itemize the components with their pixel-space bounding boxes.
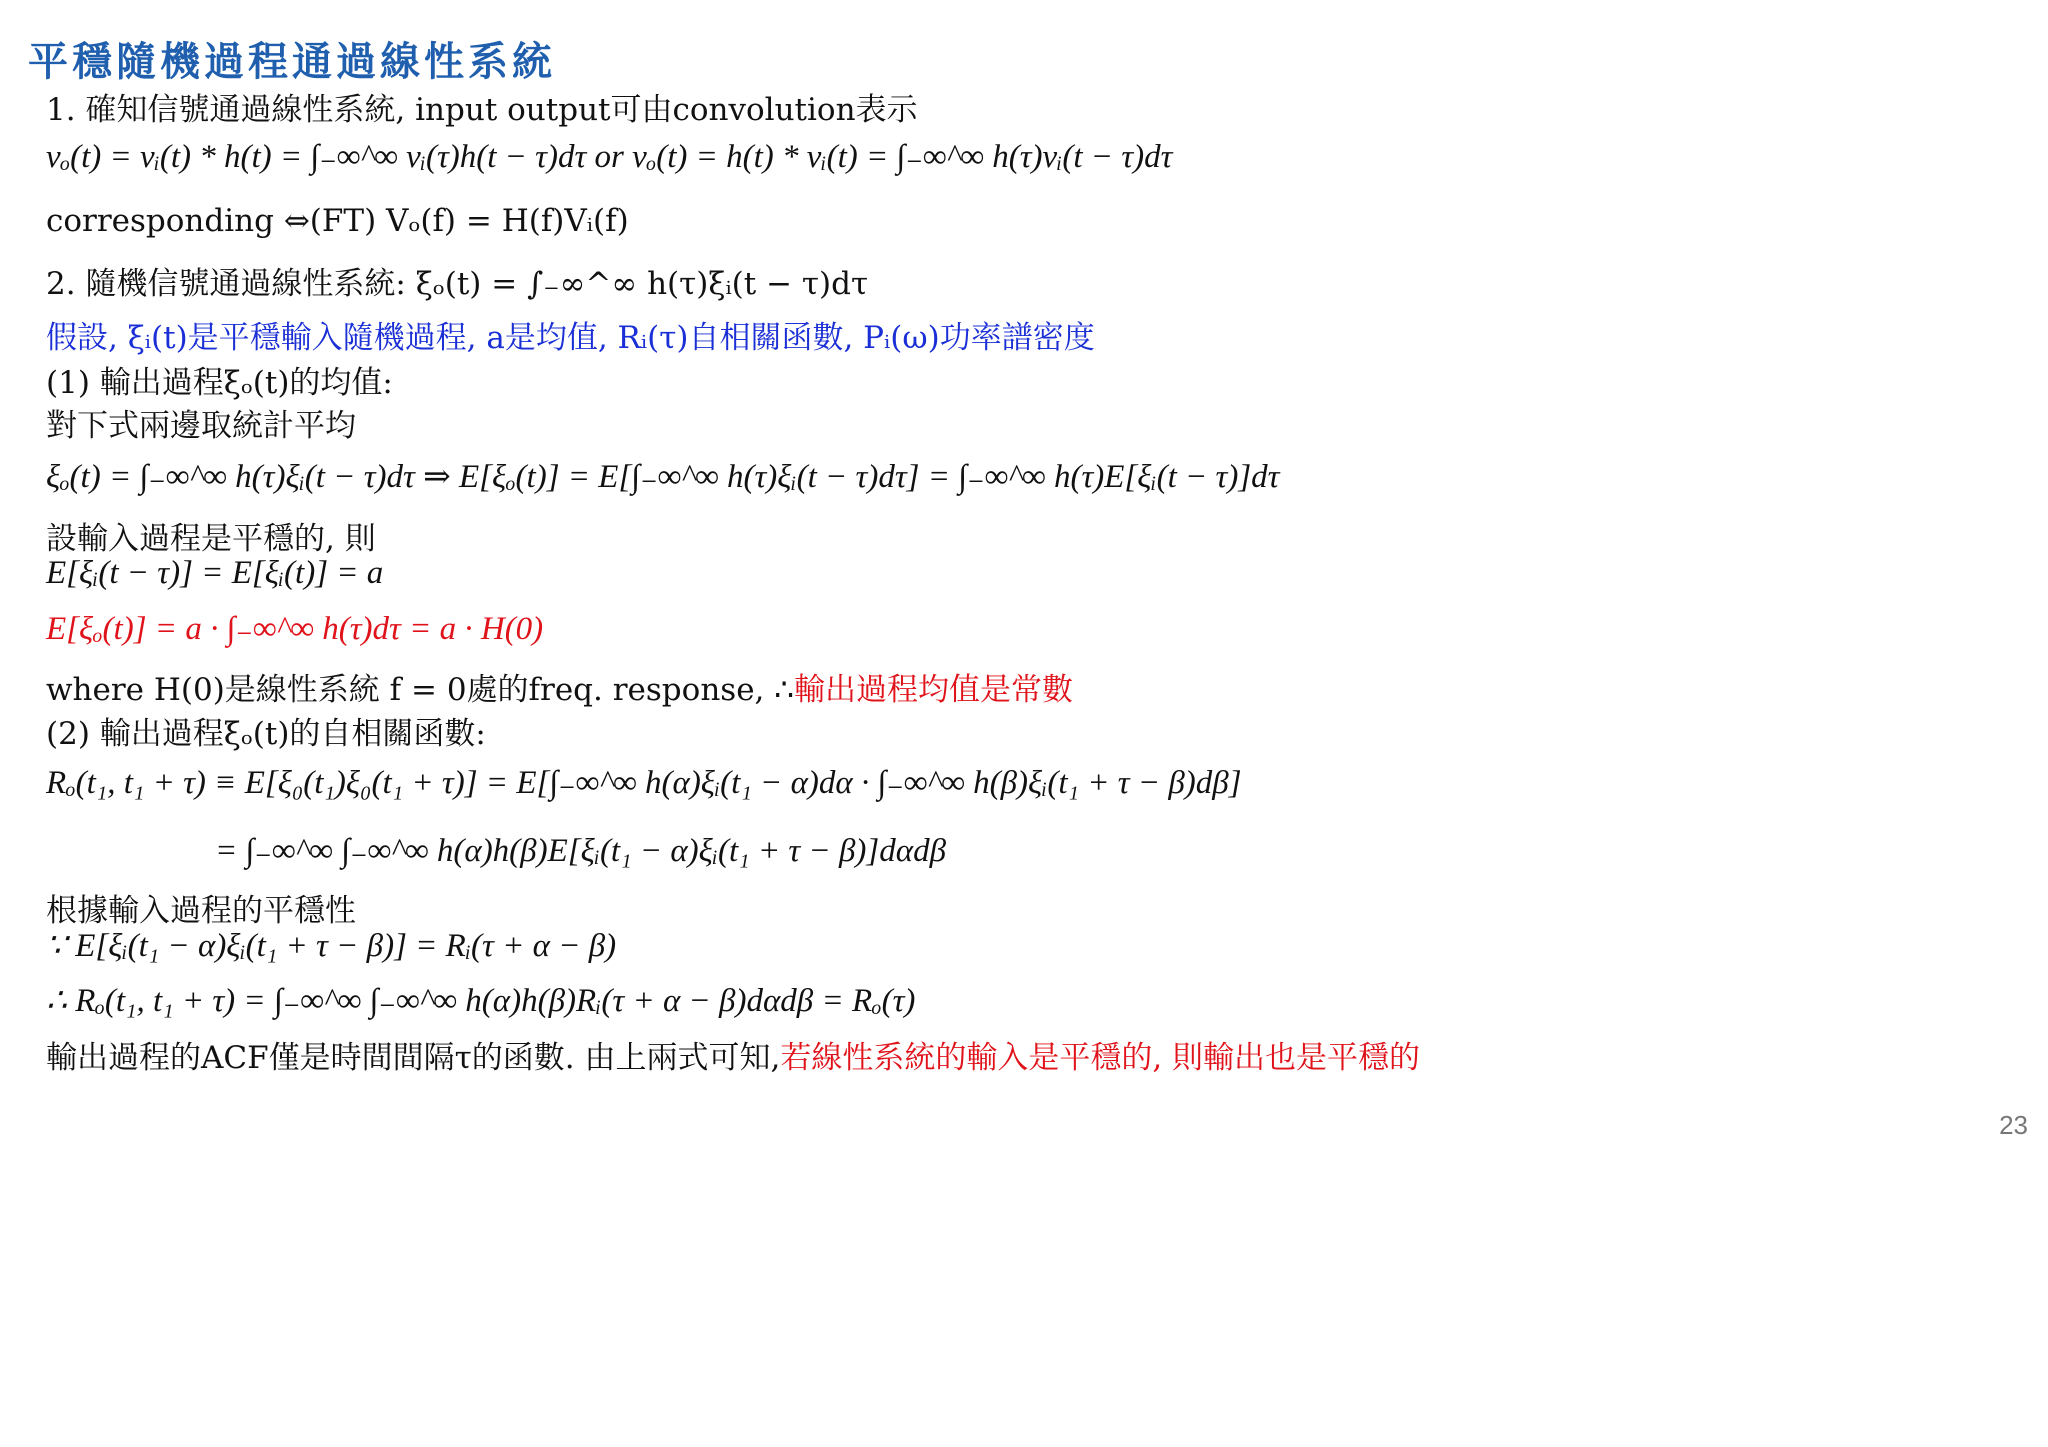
text-stationary-input: 設輸入過程是平穩的, 則 bbox=[46, 521, 376, 557]
equation-autocorrelation: Rₒ(t₁, t₁ + τ) ≡ E[ξ₀(t₁)ξ₀(t₁ + τ)] = E[∫₋∞^∞ h(α)ξᵢ(t₁ − α)dα · ∫₋∞^∞ h(β)ξᵢ(t₁ + τ − β)dβ] bbox=[46, 765, 1242, 801]
text-freq-response bbox=[46, 664, 1073, 709]
equation-input-mean: E[ξᵢ(t − τ)] = E[ξᵢ(t)] = a bbox=[46, 555, 384, 591]
equation-output-mean: E[ξₒ(t)] = a · ∫₋∞^∞ h(τ)dτ = a · H(0) bbox=[46, 611, 544, 647]
text-line-1: 1. 確知信號通過線性系統, input output可由convolution表示 bbox=[46, 92, 918, 128]
text-conclusion-black: 輸出過程的ACF僅是時間間隔τ的函數. 由上兩式可知, bbox=[46, 1040, 781, 1076]
equation-autocorrelation-cont: = ∫₋∞^∞ ∫₋∞^∞ h(α)h(β)E[ξᵢ(t₁ − α)ξᵢ(t₁ + τ − β)]dαdβ bbox=[215, 833, 947, 869]
equation-therefore: ∴ Rₒ(t₁, t₁ + τ) = ∫₋∞^∞ ∫₋∞^∞ h(α)h(β)Rᵢ(τ + α − β)dαdβ = Rₒ(τ) bbox=[46, 983, 916, 1019]
text-stationarity: 根據輸入過程的平穩性 bbox=[46, 893, 356, 929]
equation-mean-derivation: ξₒ(t) = ∫₋∞^∞ h(τ)ξᵢ(t − τ)dτ ⇒ E[ξₒ(t)] = E[∫₋∞^∞ h(τ)ξᵢ(t − τ)dτ] = ∫₋∞^∞ h(τ)E[ξᵢ(t − τ)]dτ bbox=[46, 459, 1280, 495]
text-line-2: 2. 隨機信號通過線性系統: ξₒ(t) = ∫₋∞^∞ h(τ)ξᵢ(t − τ)dτ bbox=[46, 266, 869, 302]
text-freq-response-black: where H(0)是線性系統 f = 0處的freq. response, ∴ bbox=[46, 672, 794, 708]
text-conclusion bbox=[46, 1032, 1420, 1077]
equation-convolution: vₒ(t) = vᵢ(t) * h(t) = ∫₋∞^∞ vᵢ(τ)h(t − τ)dτ or vₒ(t) = h(t) * vᵢ(t) = ∫₋∞^∞ h(τ)vᵢ(t − τ)dτ bbox=[46, 139, 1173, 175]
equation-fourier: corresponding ⇔(FT) Vₒ(f) = H(f)Vᵢ(f) bbox=[46, 203, 629, 239]
page-number: 23 bbox=[1999, 1110, 2028, 1140]
text-freq-response-red: 輸出過程均值是常數 bbox=[793, 672, 1073, 708]
subsection-autocorrelation: (2) 輸出過程ξₒ(t)的自相關函數: bbox=[46, 716, 486, 752]
assumption-line: 假設, ξᵢ(t)是平穩輸入隨機過程, a是均值, Rᵢ(τ)自相關函數, Pᵢ(ω)功率譜密度 bbox=[46, 320, 1095, 356]
equation-because: ∵ E[ξᵢ(t₁ − α)ξᵢ(t₁ + τ − β)] = Rᵢ(τ + α − β) bbox=[46, 928, 617, 964]
text-conclusion-red: 若線性系統的輸入是平穩的, 則輸出也是平穩的 bbox=[780, 1040, 1421, 1076]
text-statistical-average: 對下式兩邊取統計平均 bbox=[46, 408, 356, 444]
subsection-mean: (1) 輸出過程ξₒ(t)的均值: bbox=[46, 365, 393, 401]
slide-title: 平穩隨機過程通過線性系統 bbox=[28, 38, 556, 85]
